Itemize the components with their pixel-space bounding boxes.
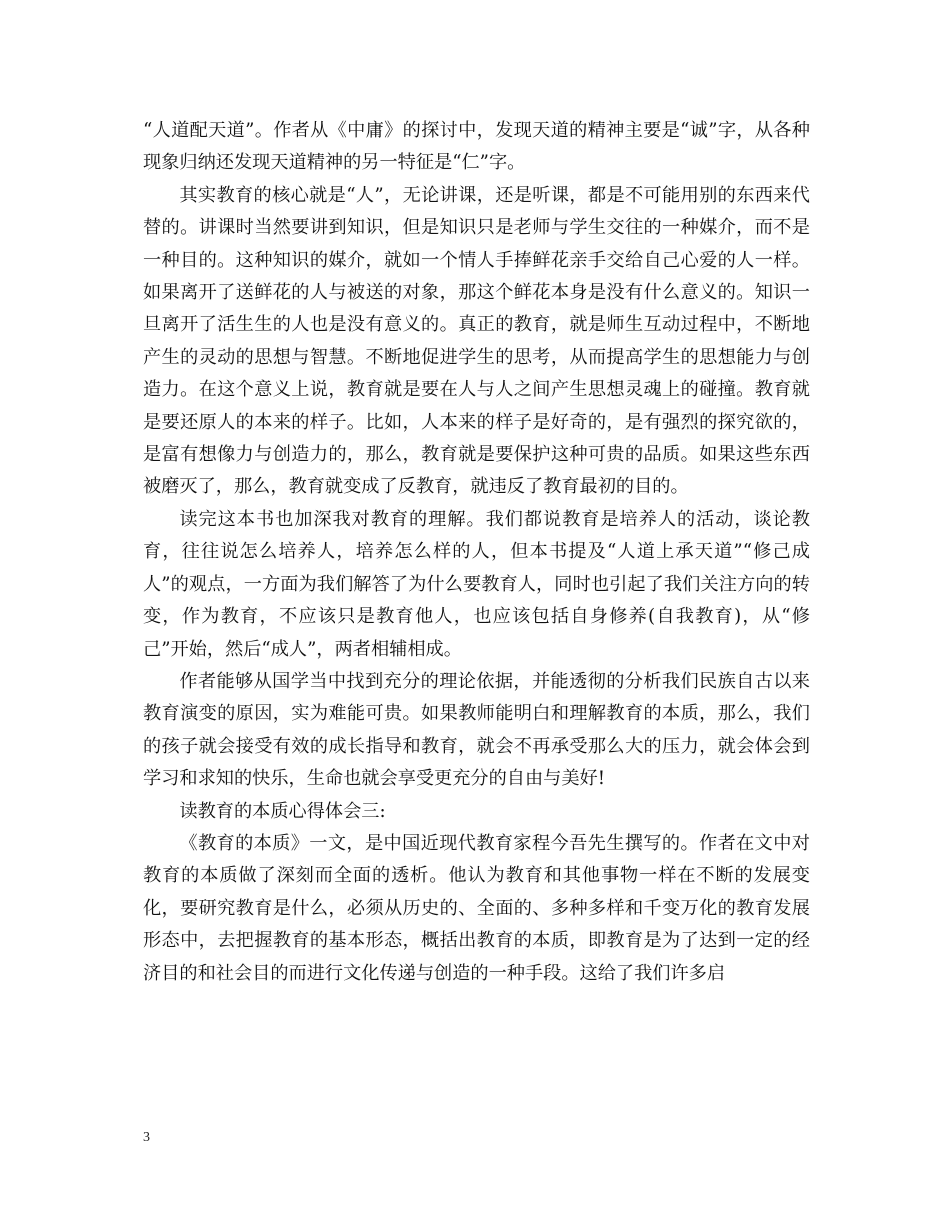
paragraph-author-praise: 作者能够从国学当中找到充分的理论依据，并能透彻的分析我们民族自古以来教育演变的原因，实为难能可贵。如果教师能明白和理解教育的本质，那么，我们的孩子就会接受有效的成长指导和教育，就会不再承受那么大的压力，就会体会到学习和求知的快乐，生命也就会享受更充分的自由与美好! <box>143 670 810 790</box>
body-text <box>143 115 810 990</box>
paragraph-essay-intro: 《教育的本质》一文，是中国近现代教育家程今吾先生撰写的。作者在文中对教育的本质做了深刻而全面的透析。他认为教育和其他事物一样在不断的发展变化，要研究教育是什么，必须从历史的、全面的、多种多样和千变万化的教育发展形态中，去把握教育的基本形态，概括出教育的本质，即教育是为了达到一定的经济目的和社会目的而进行文化传递与创造的一种手段。这给了我们许多启 <box>143 832 810 984</box>
section-heading: 读教育的本质心得体会三: <box>179 800 386 822</box>
paragraph-continuation: “人道配天道”。作者从《中庸》的探讨中，发现天道的精神主要是“诚”字，从各种现象归纳还发现天道精神的另一特征是“仁”字。 <box>143 120 810 174</box>
paragraph-reading-reflection: 读完这本书也加深我对教育的理解。我们都说教育是培养人的活动，谈论教育，往往说怎么培养人，培养怎么样的人，但本书提及“人道上承天道”“修己成人”的观点，一方面为我们解答了为什么要教育人，同时也引起了我们关注方向的转变，作为教育，不应该只是教育他人，也应该包括自身修养(自我教育)，从“修己”开始，然后“成人”，两者相辅相成。 <box>143 508 810 660</box>
paragraph-education-core: 其实教育的核心就是“人”，无论讲课，还是听课，都是不可能用别的东西来代替的。讲课时当然要讲到知识，但是知识只是老师与学生交往的一种媒介，而不是一种目的。这种知识的媒介，就如一个情人手捧鲜花亲手交给自己心爱的人一样。如果离开了送鲜花的人与被送的对象，那这个鲜花本身是没有什么意义的。知识一旦离开了活生生的人也是没有意义的。真正的教育，就是师生互动过程中，不断地产生的灵动的思想与智慧。不断地促进学生的思考，从而提高学生的思想能力与创造力。在这个意义上说，教育就是要在人与人之间产生思想灵魂上的碰撞。教育就是要还原人的本来的样子。比如，人本来的样子是好奇的，是有强烈的探究欲的，是富有想像力与创造力的，那么，教育就是要保护这种可贵的品质。如果这些东西被磨灭了，那么，教育就变成了反教育，就违反了教育最初的目的。 <box>143 184 810 498</box>
page-number: 3 <box>143 1130 150 1145</box>
